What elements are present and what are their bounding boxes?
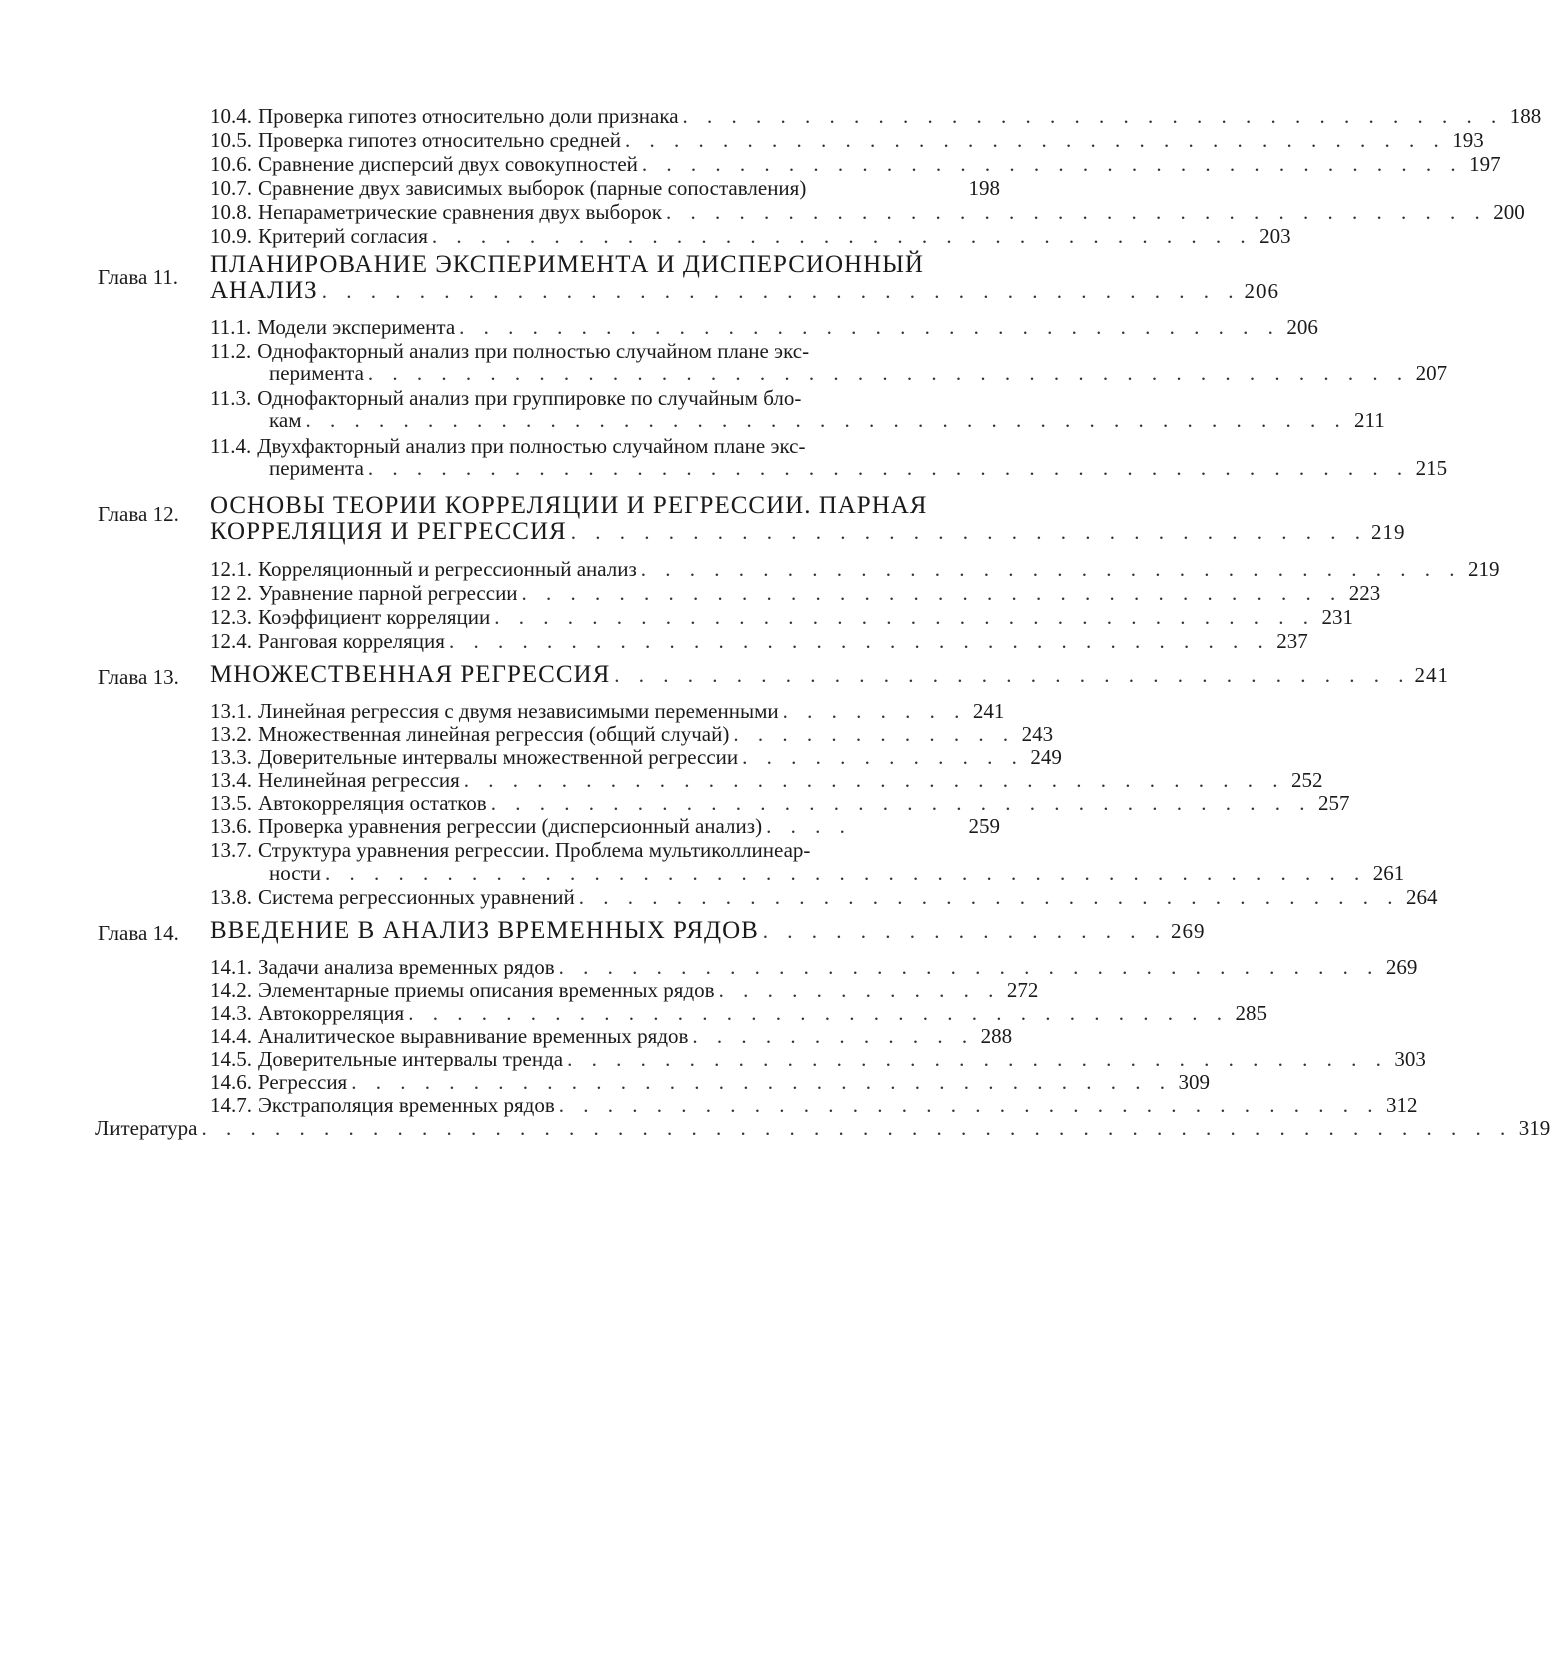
entry-number: 13.8. bbox=[210, 885, 252, 909]
entry-page: 200 bbox=[1493, 200, 1525, 224]
toc-entry bbox=[210, 104, 1542, 128]
entry-page: 231 bbox=[1321, 605, 1353, 629]
chapter-12-title-line2 bbox=[210, 518, 1406, 545]
leader-dots: . . . . . . . . . . . . . . . . . . . . . . . . . . . . . . . . . . bbox=[640, 557, 1462, 581]
toc-entry bbox=[210, 885, 1438, 909]
leader-dots: . . . . . . . . . . . . . . . . . . . . . . . . . . . . . . . . . . bbox=[665, 200, 1487, 224]
leader-dots: . . . . . . . . bbox=[782, 699, 967, 723]
leader-dots: . . . . . . . . . . . . . . . . . . . . . . . . . . . . . . . . . . . . . . . . . . . bbox=[305, 408, 1347, 432]
leader-dots: . . . . . . . . . . . . . . . . . . . . . . . . . . . . . . . . . . bbox=[490, 791, 1312, 815]
leader-dots: . . . . . . . . . . . . bbox=[718, 978, 1001, 1002]
entry-number: 12.3. bbox=[210, 605, 252, 629]
toc-entry bbox=[210, 1047, 1426, 1071]
chapter-13-title: МНОЖЕСТВЕННАЯ РЕГРЕССИЯ bbox=[210, 661, 611, 688]
entry-number: 11.4. bbox=[210, 434, 252, 458]
toc-entry bbox=[210, 387, 1000, 410]
toc-entry-cont bbox=[269, 408, 1385, 432]
chapter-12-title: ОСНОВЫ ТЕОРИИ КОРРЕЛЯЦИИ И РЕГРЕССИИ. ПАРНАЯ bbox=[210, 492, 928, 519]
toc-entry-literature bbox=[95, 1116, 1550, 1140]
chapter-11-label: Глава 11. bbox=[98, 265, 179, 289]
entry-number: 14.3. bbox=[210, 1001, 252, 1025]
chapter-13-label: Глава 13. bbox=[98, 665, 179, 689]
entry-title: Однофакторный анализ при группировке по случайным бло- bbox=[257, 386, 802, 410]
entry-page: 237 bbox=[1276, 629, 1308, 653]
toc-entry bbox=[210, 1093, 1418, 1117]
toc-entry bbox=[210, 629, 1308, 653]
toc-entry bbox=[210, 605, 1353, 629]
entry-title: Двухфакторный анализ при полностью случайном плане экс- bbox=[257, 434, 806, 458]
entry-number: 11.2. bbox=[210, 339, 252, 363]
leader-dots: . . . . . . . . . . . . . . . . . . . . . . . . . . . . . . . . . . . . . . . . . . . bbox=[367, 361, 1410, 385]
chapter-14-title: ВВЕДЕНИЕ В АНАЛИЗ ВРЕМЕННЫХ РЯДОВ bbox=[210, 917, 759, 944]
entry-title: Модели эксперимента bbox=[257, 315, 456, 339]
leader-dots: . . . . . . . . . . . . . . . . . . . . . . . . . . . . . . . . . . . . . . . . . . . bbox=[367, 456, 1410, 480]
entry-title: Множественная линейная регрессия (общий случай) bbox=[258, 722, 730, 746]
chapter-14-label: Глава 14. bbox=[98, 921, 179, 945]
entry-title: Однофакторный анализ при полностью случайном плане экс- bbox=[257, 339, 810, 363]
entry-number: 10.7. bbox=[210, 176, 252, 200]
leader-dots: . . . . . . . . . . . . . . . . . . . . . . . . . . . . . . . . . . bbox=[641, 152, 1463, 176]
chapter-14-heading bbox=[210, 917, 1206, 944]
leader-dots: . . . . . . . . . . . . . . . . . . . . . . . . . . . . . . . . . . bbox=[494, 605, 1315, 629]
chapter-12-title-line1 bbox=[210, 494, 1000, 517]
leader-dots: . . . . . . . . . . . . . . . . . . . . . . . . . . . . . . . . . . bbox=[567, 1047, 1388, 1071]
toc-entry bbox=[210, 1001, 1267, 1025]
toc-entry bbox=[210, 955, 1418, 979]
leader-dots: . . . . . . . . . . . . bbox=[692, 1024, 975, 1048]
entry-number: 12.1. bbox=[210, 557, 252, 581]
entry-title: Коэффициент корреляции bbox=[258, 605, 491, 629]
chapter-13-page: 241 bbox=[1414, 663, 1449, 687]
entry-title: Ранговая корреляция bbox=[258, 629, 445, 653]
entry-title: Проверка гипотез относительно доли признака bbox=[258, 104, 679, 128]
leader-dots: . . . . . . . . . . . . . . . . . . . . . . . . . . . . . . . . . . . . . . . . . . . bbox=[325, 861, 1367, 885]
entry-title: Линейная регрессия с двумя независимыми переменными bbox=[258, 699, 779, 723]
entry-number: 10.5. bbox=[210, 128, 252, 152]
leader-dots: . . . . . . . . . . . . . . . . . . . . . . . . . . . . . . . . . . bbox=[558, 955, 1380, 979]
entry-page: 312 bbox=[1386, 1093, 1418, 1117]
toc-entry bbox=[210, 152, 1501, 176]
toc-entry bbox=[210, 722, 1054, 746]
entry-title: Нелинейная регрессия bbox=[258, 768, 460, 792]
entry-title-cont: перимента bbox=[269, 456, 364, 480]
entry-page: 241 bbox=[972, 699, 1005, 723]
leader-dots: . . . . . . . . . . . . . . . . . . . . . . . . . . . . . . . . . . bbox=[351, 1070, 1172, 1094]
chapter-11-title: ПЛАНИРОВАНИЕ ЭКСПЕРИМЕНТА И ДИСПЕРСИОННЫЙ bbox=[210, 251, 924, 278]
toc-entry-cont bbox=[269, 361, 1448, 385]
entry-number: 10.4. bbox=[210, 104, 252, 128]
leader-dots: . . . . . . . . . . . . . . . . . . . . . . . . . . . . . . . . . . bbox=[431, 224, 1253, 248]
toc-entry-cont bbox=[269, 456, 1448, 480]
toc-entry bbox=[210, 435, 1000, 458]
entry-number: 14.5. bbox=[210, 1047, 252, 1071]
entry-title-cont: ности bbox=[269, 861, 321, 885]
entry-number: 10.6. bbox=[210, 152, 252, 176]
toc-entry bbox=[210, 768, 1323, 792]
toc-entry bbox=[210, 815, 1000, 838]
entry-title-cont: перимента bbox=[269, 361, 364, 385]
entry-number: 13.7. bbox=[210, 838, 252, 862]
entry-title: Автокорреляция bbox=[258, 1001, 405, 1025]
entry-page: 249 bbox=[1030, 745, 1062, 769]
entry-number: 14.4. bbox=[210, 1024, 252, 1048]
entry-number: 12.4. bbox=[210, 629, 252, 653]
entry-number: 13.1. bbox=[210, 699, 252, 723]
leader-dots: . . . . . . . . . . . . . . . . . . . . . . . . . . . . . . . . . . bbox=[459, 315, 1280, 339]
toc-entry bbox=[210, 557, 1500, 581]
entry-page: 197 bbox=[1469, 152, 1501, 176]
entry-title: Регрессия bbox=[258, 1070, 348, 1094]
entry-title: Проверка уравнения регрессии (дисперсионный анализ) bbox=[258, 814, 763, 838]
entry-title-cont: кам bbox=[269, 408, 302, 432]
entry-page: 207 bbox=[1415, 361, 1448, 385]
toc-entry bbox=[210, 699, 1005, 723]
entry-number: 13.2. bbox=[210, 722, 252, 746]
entry-title: Аналитическое выравнивание временных рядов bbox=[258, 1024, 689, 1048]
entry-title: Сравнение дисперсий двух совокупностей bbox=[258, 152, 638, 176]
entry-page: 211 bbox=[1354, 408, 1385, 432]
entry-title: Доверительные интервалы множественной регрессии bbox=[258, 745, 739, 769]
chapter-12-page: 219 bbox=[1370, 520, 1406, 544]
leader-dots: . . . . . . . . . . . . . . . . . . . . . . . . . . . . . . . . . . bbox=[624, 128, 1446, 152]
toc-entry bbox=[210, 581, 1381, 605]
leader-dots: . . . . . . . . . . . . . . . . . . . . . . . . . . . . . . . . . bbox=[614, 663, 1411, 687]
entry-title: Экстраполяция временных рядов bbox=[258, 1093, 555, 1117]
toc-entry-cont bbox=[269, 861, 1405, 885]
entry-number: 12 2. bbox=[210, 581, 252, 605]
leader-dots: . . . . . . . . . . . . . . . . . . . . . . . . . . . . . . . . . . bbox=[578, 885, 1400, 909]
leader-dots: . . . . . . . . . . . . . . . . . . . . . . . . . . . . . . . . . . bbox=[682, 104, 1504, 128]
entry-page: 257 bbox=[1317, 791, 1350, 815]
chapter-14-page: 269 bbox=[1171, 919, 1206, 943]
entry-page: 285 bbox=[1235, 1001, 1267, 1025]
entry-number: 14.6. bbox=[210, 1070, 252, 1094]
entry-title: Проверка гипотез относительно средней bbox=[258, 128, 621, 152]
entry-title: Уравнение парной регрессии bbox=[258, 581, 518, 605]
leader-dots: . . . . . . . . . . . . . . . . . . . . . . . . . . . . . . . . . . bbox=[448, 629, 1270, 653]
entry-title: Автокорреляция остатков bbox=[258, 791, 487, 815]
entry-number: 13.3. bbox=[210, 745, 252, 769]
entry-page: 303 bbox=[1394, 1047, 1426, 1071]
entry-page: 223 bbox=[1348, 581, 1381, 605]
entry-page: 243 bbox=[1021, 722, 1054, 746]
toc-entry bbox=[210, 839, 1000, 862]
toc-entry bbox=[210, 1024, 1013, 1048]
toc-entry bbox=[210, 745, 1062, 769]
leader-dots: . . . . . . . . . . . . . . . . . . . . . . . . . . . . . . . . . . . . . . . . . . . . . . . . . . . . . . bbox=[201, 1116, 1513, 1140]
leader-dots: . . . . . . . . . . . . bbox=[733, 722, 1016, 746]
literature-page: 319 bbox=[1518, 1116, 1550, 1140]
entry-number: 10.9. bbox=[210, 224, 252, 248]
entry-number: 14.1. bbox=[210, 955, 252, 979]
entry-number: 13.4. bbox=[210, 768, 252, 792]
entry-title: Корреляционный и регрессионный анализ bbox=[258, 557, 637, 581]
leader-dots: . . . . . . . . . . . . . . . . . . . . . . . . . . . . . . . . . . bbox=[521, 581, 1343, 605]
entry-page: 288 bbox=[980, 1024, 1013, 1048]
entry-page: 215 bbox=[1415, 456, 1448, 480]
entry-number: 14.2. bbox=[210, 978, 252, 1002]
leader-dots: . . . . . . . . . . . . . . . . . . . . . . . . . . . . . . . . . . bbox=[408, 1001, 1229, 1025]
entry-page: 188 bbox=[1509, 104, 1542, 128]
entry-page: 261 bbox=[1372, 861, 1405, 885]
chapter-12-label: Глава 12. bbox=[98, 502, 179, 526]
toc-entry bbox=[210, 200, 1525, 224]
toc-entry bbox=[210, 791, 1350, 815]
chapter-13-heading bbox=[210, 661, 1449, 688]
chapter-11-title-cont: АНАЛИЗ bbox=[210, 277, 318, 304]
entry-page: 193 bbox=[1452, 128, 1484, 152]
entry-page: 198 bbox=[968, 176, 1000, 200]
entry-page: 206 bbox=[1286, 315, 1318, 339]
entry-title: Доверительные интервалы тренда bbox=[258, 1047, 564, 1071]
chapter-12-title-cont: КОРРЕЛЯЦИЯ И РЕГРЕССИЯ bbox=[210, 518, 567, 545]
entry-title: Сравнение двух зависимых выборок (парные сопоставления) bbox=[258, 176, 807, 200]
literature-title: Литература bbox=[95, 1116, 198, 1140]
entry-title: Критерий согласия bbox=[258, 224, 428, 248]
leader-dots: . . . . . . . . . . . . . . . . . . . . . . . . . . . . . . . . . . bbox=[463, 768, 1285, 792]
chapter-11-title-line2 bbox=[210, 277, 1279, 304]
entry-number: 11.3. bbox=[210, 386, 252, 410]
entry-number: 13.6. bbox=[210, 814, 252, 838]
toc-entry bbox=[210, 177, 1000, 200]
leader-dots: . . . . . . . . . . . . . . . . . bbox=[762, 919, 1168, 943]
entry-page: 252 bbox=[1291, 768, 1323, 792]
toc-entry bbox=[210, 1070, 1210, 1094]
toc-entry bbox=[210, 978, 1039, 1002]
entry-title: Непараметрические сравнения двух выборок bbox=[258, 200, 662, 224]
entry-number: 14.7. bbox=[210, 1093, 252, 1117]
toc-entry bbox=[210, 224, 1291, 248]
entry-page: 264 bbox=[1406, 885, 1438, 909]
chapter-11-page: 206 bbox=[1244, 279, 1279, 303]
toc-entry bbox=[210, 340, 1000, 363]
entry-title: Задачи анализа временных рядов bbox=[258, 955, 555, 979]
leader-dots: . . . . . . . . . . . . . . . . . . . . . . . . . . . . . . . . . bbox=[570, 520, 1367, 544]
entry-number: 11.1. bbox=[210, 315, 252, 339]
entry-page: 219 bbox=[1468, 557, 1500, 581]
entry-title: Система регрессионных уравнений bbox=[258, 885, 575, 909]
entry-page: 272 bbox=[1006, 978, 1039, 1002]
leader-dots: . . . . . . . . . . . . . . . . . . . . . . . . . . . . . . . . . . . . . . bbox=[321, 279, 1241, 303]
toc-entry bbox=[210, 315, 1318, 339]
entry-page: 259 bbox=[968, 814, 1000, 838]
leader-dots: . . . . bbox=[766, 814, 852, 838]
leader-dots: . . . . . . . . . . . . . . . . . . . . . . . . . . . . . . . . . . bbox=[558, 1093, 1380, 1117]
entry-title: Элементарные приемы описания временных рядов bbox=[258, 978, 715, 1002]
entry-page: 269 bbox=[1385, 955, 1418, 979]
entry-title: Структура уравнения регрессии. Проблема мультиколлинеар- bbox=[258, 838, 811, 862]
entry-page: 309 bbox=[1178, 1070, 1210, 1094]
entry-number: 13.5. bbox=[210, 791, 252, 815]
toc-entry bbox=[210, 128, 1484, 152]
entry-page: 203 bbox=[1259, 224, 1291, 248]
entry-number: 10.8. bbox=[210, 200, 252, 224]
chapter-11-title-line1 bbox=[210, 253, 1000, 276]
leader-dots: . . . . . . . . . . . . bbox=[742, 745, 1024, 769]
